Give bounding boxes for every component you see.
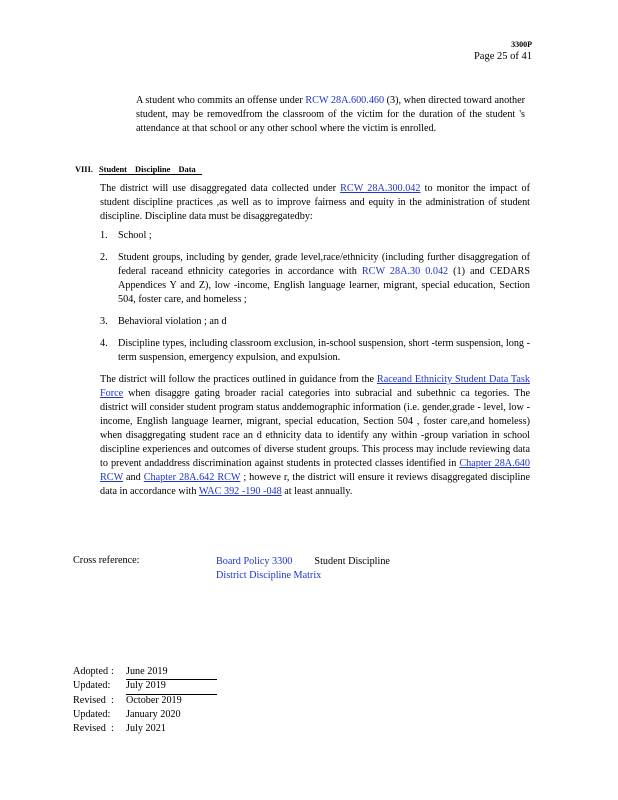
list-item xyxy=(100,229,530,243)
rcw-300-042-link[interactable]: RCW 28A.300.042 xyxy=(340,183,421,194)
paragraph-text: when disaggre gating broader racial categories into subracial and subethnic ca tegories. The district will consider student program status anddemographic information (i.e. gender,grade - level, low -income, English language learner, migrant, special education, Section 504 , foster care,and homeless) when disaggregating student race an d ethnicity data to identify any within -group variation in school discipline experiences and outcomes of diverse student groups. This process may include reviewing data to prevent andaddress discrimination against students in protected classes identified in xyxy=(100,388,530,469)
history-date: October 2019 xyxy=(126,694,182,706)
page-number: Page 25 of 41 xyxy=(473,51,532,62)
list-number: 4. xyxy=(100,338,108,349)
bullet-text-part: (3), when directed toward another student, may be removedfrom the classroom of the victim for the duration of the student 's attendance at that school or any other school where the victim is enrolled. xyxy=(136,95,525,134)
list-text: School ; xyxy=(118,230,152,241)
discipline-matrix-link[interactable]: District Discipline Matrix xyxy=(216,570,322,581)
paragraph-text: The district will use disaggregated data collected under xyxy=(100,183,341,194)
list-text: Student groups, including by gender, grade level,race/ethnicity (including further disaggregation of federal raceand ethnicity categories in accordance with xyxy=(118,252,530,277)
list-item xyxy=(100,251,530,307)
history-date: January 2020 xyxy=(126,708,181,720)
history-date: July 2019 xyxy=(126,679,217,694)
rcw-30-0-042-link[interactable]: RCW 28A.30 0.042 xyxy=(361,266,449,277)
history-date: June 2019 xyxy=(126,665,217,680)
list-number: 2. xyxy=(100,252,108,263)
cross-reference-item xyxy=(216,569,390,583)
paragraph-text: and xyxy=(123,472,144,483)
wac-link[interactable]: WAC 392 -190 -048 xyxy=(198,486,282,497)
guidance-paragraph xyxy=(100,373,530,499)
history-row xyxy=(73,665,217,679)
history-row xyxy=(73,708,217,722)
paragraph-text: at least annually. xyxy=(281,486,353,497)
chapter-640-link[interactable]: Chapter 28A.640 RCW xyxy=(100,458,530,483)
board-policy-link[interactable]: Board Policy 3300 xyxy=(216,556,293,567)
chapter-642-link[interactable]: Chapter 28A.642 RCW xyxy=(143,472,241,483)
history-colon: : xyxy=(111,723,114,735)
cross-reference-item xyxy=(216,555,390,569)
history-label: Updated: xyxy=(73,680,111,692)
history-colon: : xyxy=(111,694,114,706)
history-row xyxy=(73,722,217,736)
bullet-item xyxy=(117,94,525,136)
section-title: Student Discipline Data xyxy=(99,165,202,175)
section-heading xyxy=(75,165,202,175)
section-number: VIII. xyxy=(75,165,93,174)
history-date: July 2021 xyxy=(126,723,166,735)
list-item xyxy=(100,315,530,329)
task-force-link[interactable]: Raceand Ethnicity Student Data Task Force xyxy=(100,374,530,399)
history-label: Revised xyxy=(73,723,106,735)
cross-reference-title: Student Discipline xyxy=(314,556,390,567)
disaggregation-list xyxy=(100,229,530,365)
history-row xyxy=(73,694,217,708)
list-number: 1. xyxy=(100,230,108,241)
cross-reference-list xyxy=(216,555,390,583)
revision-history xyxy=(73,665,217,736)
cross-reference-label: Cross reference: xyxy=(73,555,140,566)
history-label: Updated: xyxy=(73,708,111,720)
policy-code: 3300P xyxy=(511,40,532,49)
history-row xyxy=(73,679,217,693)
history-label: Adopted xyxy=(73,666,109,677)
list-number: 3. xyxy=(100,316,108,327)
list-text: Behavioral violation ; an d xyxy=(118,316,227,327)
bullet-text xyxy=(136,94,525,136)
bullet-text-part: A student who commits an offense under xyxy=(136,95,306,106)
list-item xyxy=(100,337,530,365)
history-colon: : xyxy=(111,666,114,677)
history-label: Revised xyxy=(73,694,106,706)
list-text: Discipline types, including classroom exclusion, in-school suspension, short -term suspension, long -term suspension, emergency expulsion, and expulsion. xyxy=(118,338,530,363)
intro-paragraph xyxy=(100,182,530,224)
paragraph-text: ; howeve r, the district will ensure it reviews disaggregated discipline data in accordance with xyxy=(100,472,530,497)
paragraph-text: The district will follow the practices outlined in guidance from the xyxy=(100,374,377,385)
paragraph-text: to monitor the impact of student discipline practices ,as well as to improve fairness and equity in the administration of student discipline. Discipline data must be disaggregatedby: xyxy=(100,183,530,222)
list-text: (1) and CEDARS Appendices Y and Z), low -income, English language learner, migrant, special education, Section 504, foster care, and homeless ; xyxy=(118,266,530,305)
rcw-600-460-link[interactable]: RCW 28A.600.460 xyxy=(305,95,385,106)
